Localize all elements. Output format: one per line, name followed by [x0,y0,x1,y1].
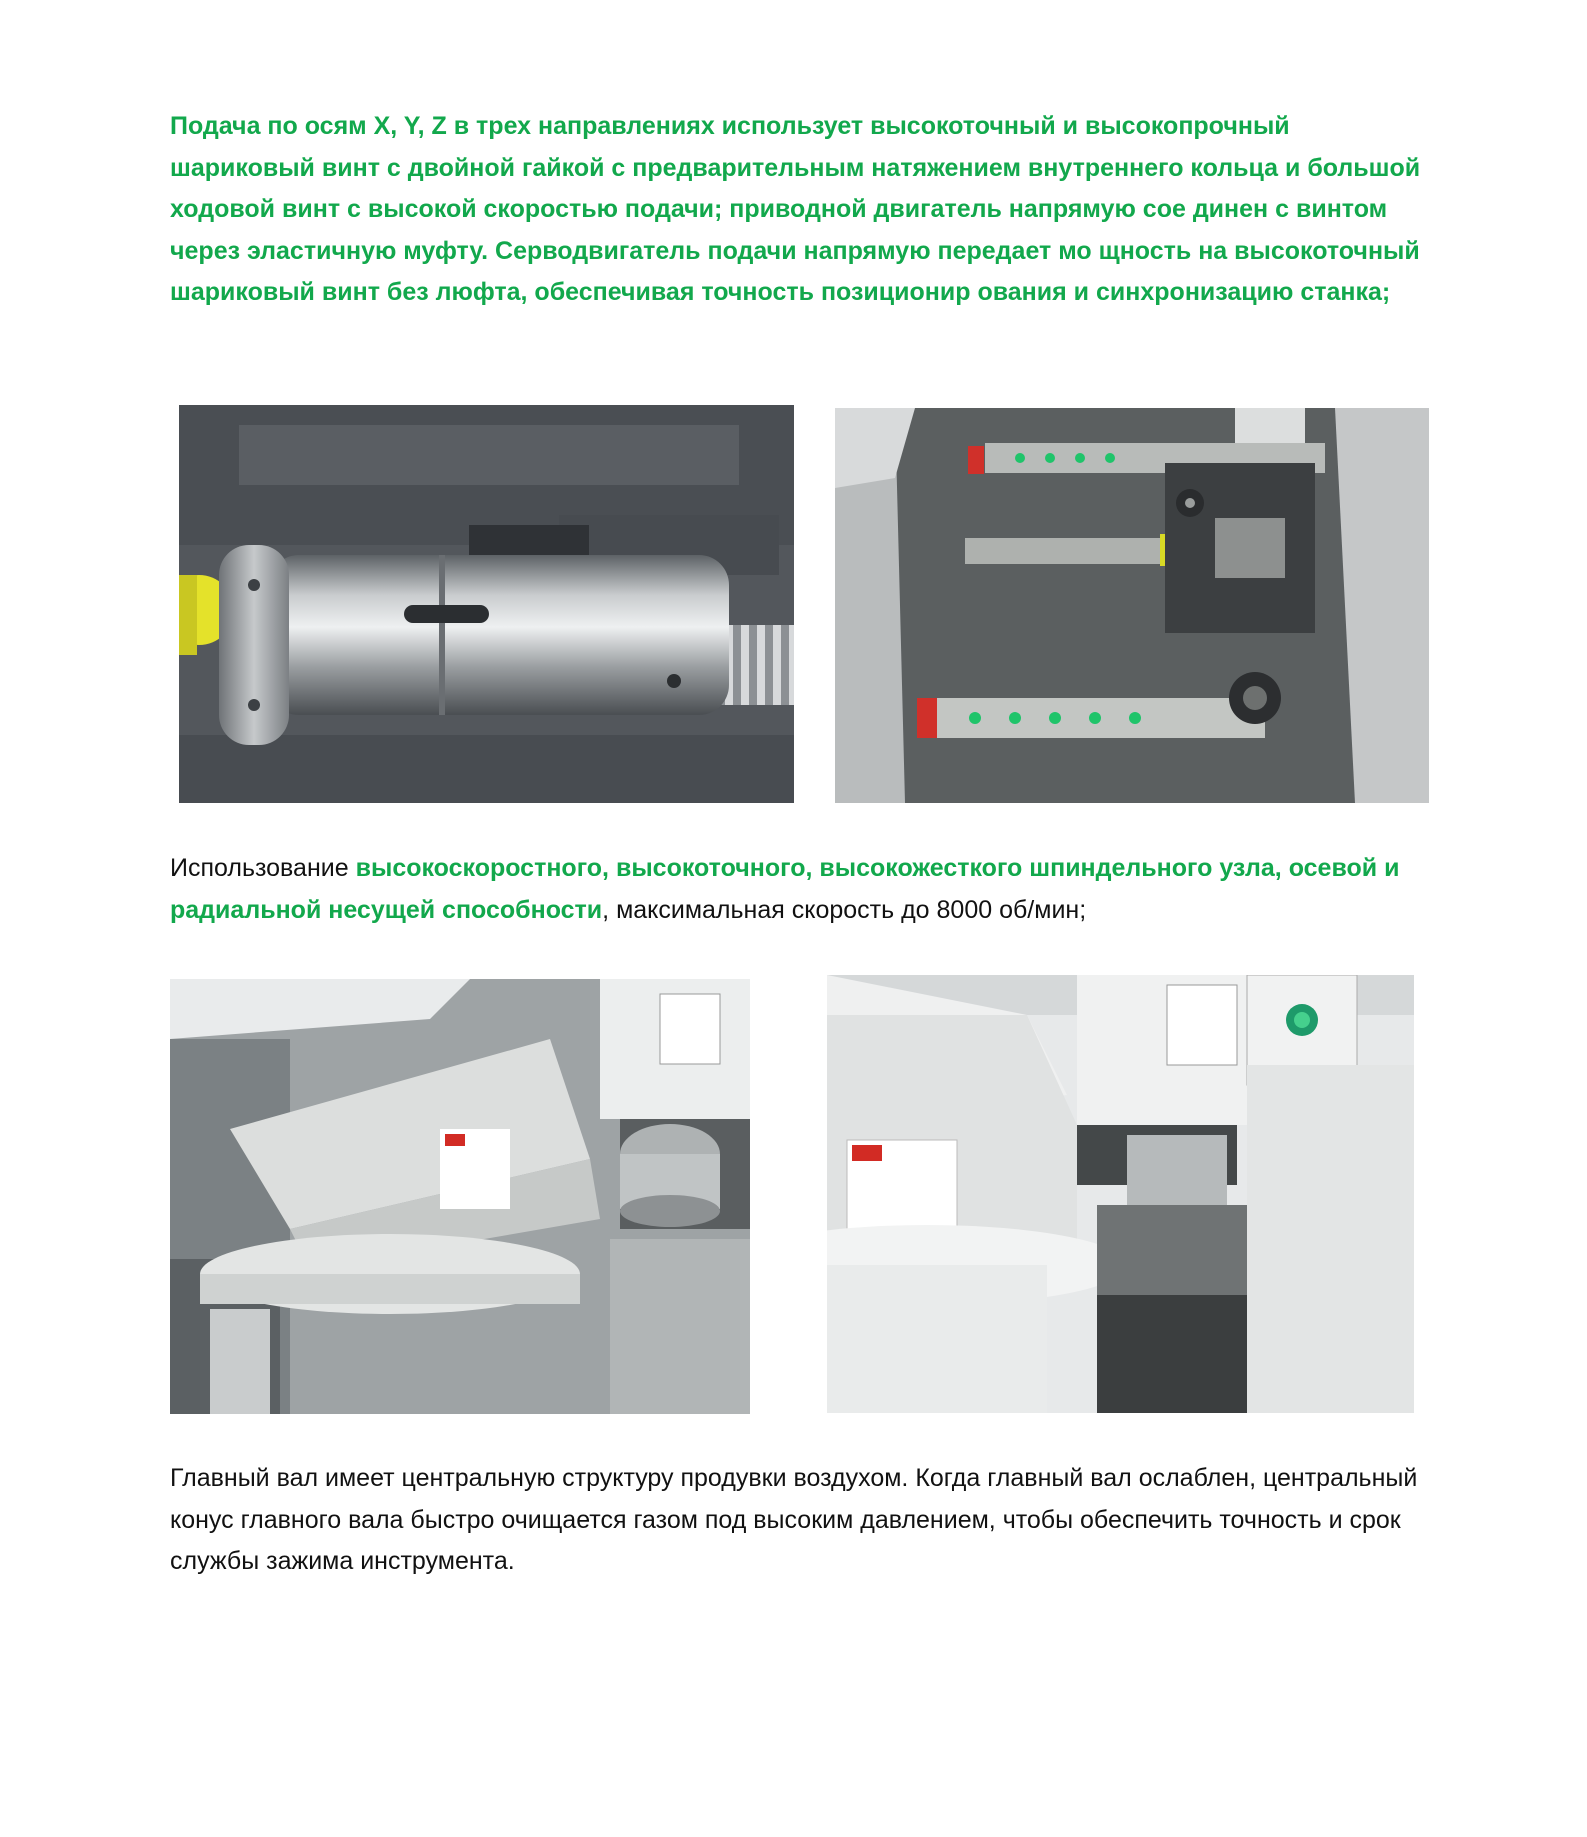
spindle-lead-text: Использование [170,854,356,882]
spindle-tail-text: , максимальная скорость до 8000 об/мин; [602,895,1087,924]
spindle-head-photo-left [170,979,750,1414]
axis-guide-rail-photo [835,408,1429,803]
ballscrew-nut-photo [179,405,794,803]
air-blow-paragraph: Главный вал имеет центральную структуру продувки воздухом. Когда главный вал ослаблен, центральный конус главного вала быстро очищается газом под высоким давлением, чтобы обеспечить точность и срок службы зажима инструмента. [170,1464,1418,1575]
spindle-head-photo-right [827,975,1414,1413]
spindle-unit-paragraph [170,848,1430,931]
spindle-highlight-text: высокоскоростного, высокоточного, высокожесткого шпиндельного узла, осевой и радиальной несущей способности [170,854,1400,924]
feed-axes-paragraph: Подача по осям X, Y, Z в трех направлениях использует высокоточный и высокопрочный шариковый винт с двойной гайкой с предварительным натяжением внутреннего кольца и большой ходовой винт с высокой скоростью подачи; приводной двигатель напрямую сое динен с винтом через эластичную муфту. Серводвигатель подачи напрямую передает мо щность на высокоточный шариковый винт без люфта, обеспечивая точность позиционир ования и синхронизацию станка; [170,112,1421,306]
